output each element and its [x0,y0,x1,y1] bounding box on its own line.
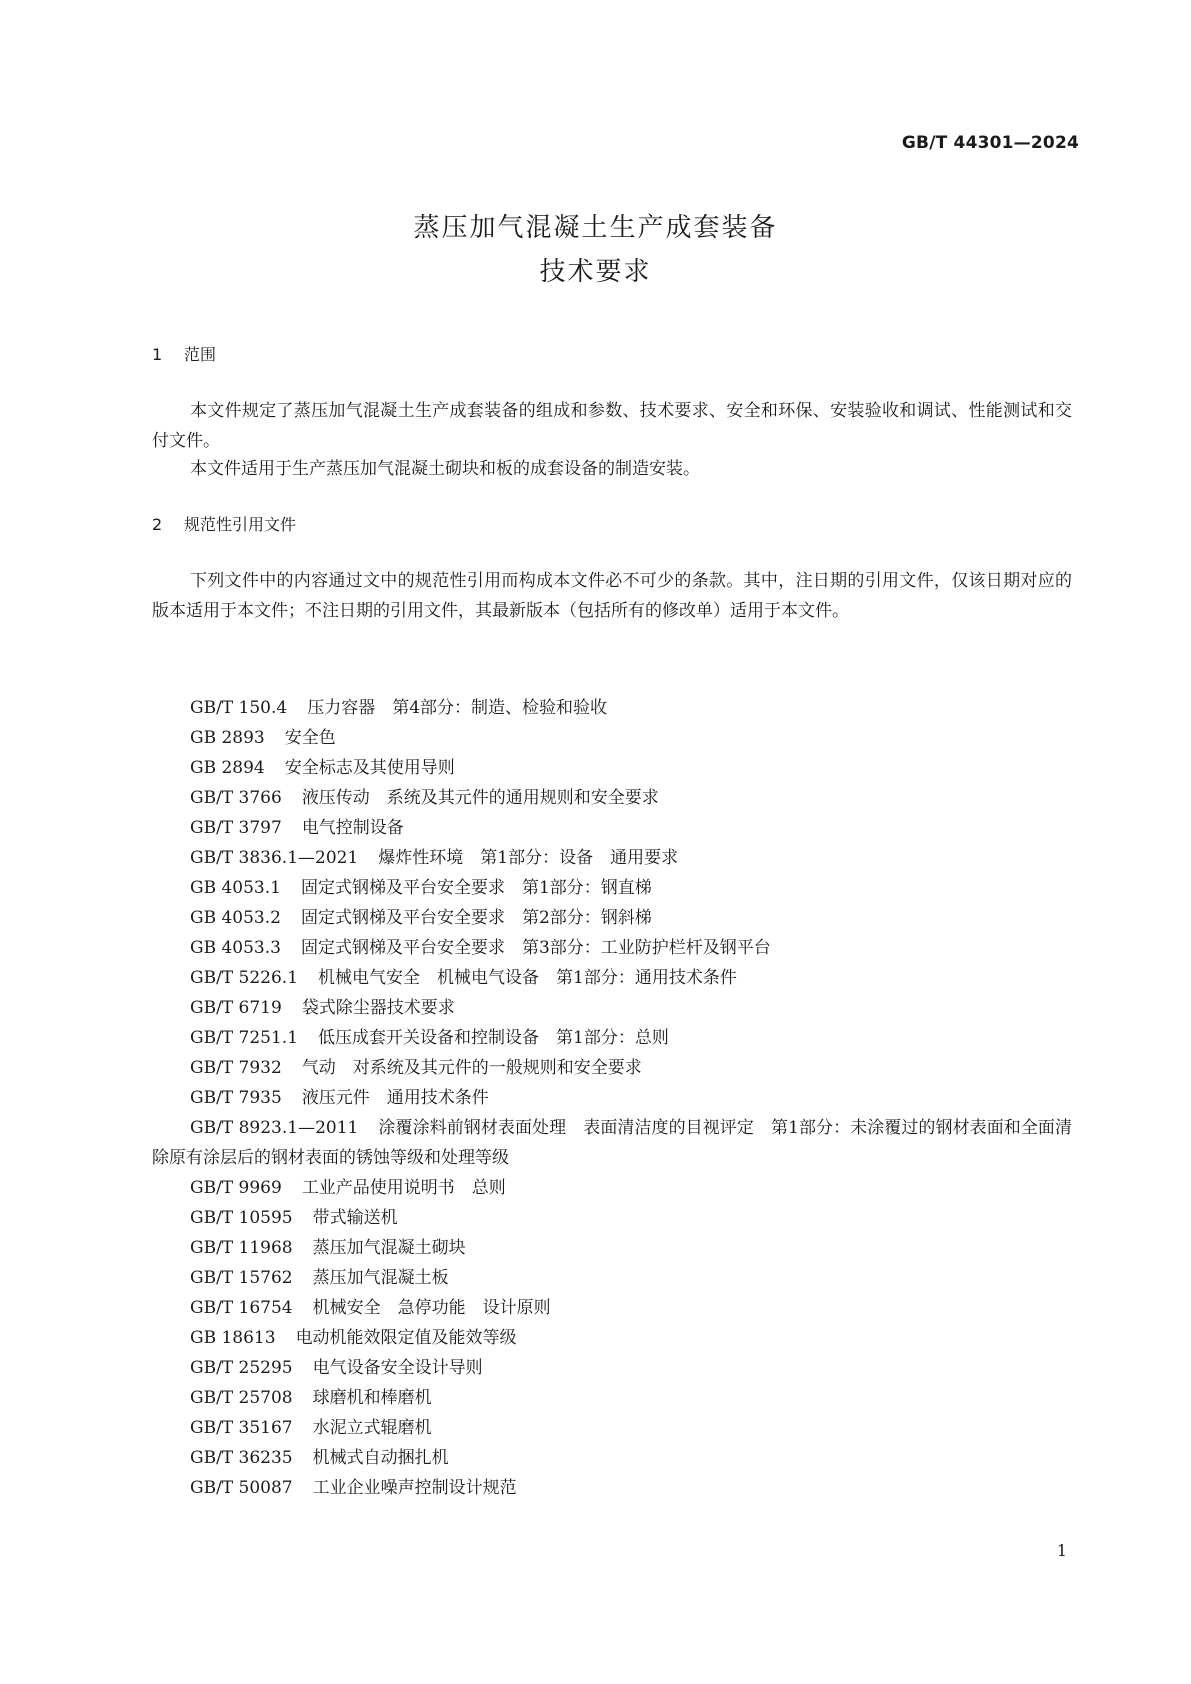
reference-item [152,1353,1072,1383]
reference-code: GB 4053.1 [190,878,281,898]
reference-title: 机械电气安全 机械电气设备 第1部分：通用技术条件 [318,968,737,988]
reference-title: 液压传动 系统及其元件的通用规则和安全要求 [301,788,659,808]
reference-title: 压力容器 第4部分：制造、检验和验收 [307,698,608,718]
reference-item [152,1083,1072,1113]
reference-code: GB/T 3797 [190,818,282,838]
reference-title: 水泥立式辊磨机 [312,1418,432,1438]
reference-title: 固定式钢梯及平台安全要求 第1部分：钢直梯 [300,878,652,898]
section-2-heading [152,512,296,535]
reference-item [152,1323,1072,1353]
reference-title: 电气设备安全设计导则 [312,1358,483,1378]
reference-title: 工业产品使用说明书 总则 [301,1178,506,1198]
reference-code: GB/T 15762 [190,1268,293,1288]
reference-code: GB 2893 [190,728,265,748]
title-line-2: 技术要求 [539,257,652,287]
reference-item [152,1383,1072,1413]
section-1-heading [152,342,216,365]
reference-code: GB/T 7935 [190,1088,282,1108]
reference-item [152,1173,1072,1203]
reference-item [152,1413,1072,1443]
reference-code: GB/T 16754 [190,1298,293,1318]
reference-title: 袋式除尘器技术要求 [301,998,455,1018]
reference-item [152,1263,1072,1293]
reference-title: 电气控制设备 [301,818,404,838]
page-number: 1 [1056,1541,1067,1560]
reference-item [152,1473,1072,1503]
reference-item [152,903,1072,933]
reference-code: GB/T 35167 [190,1418,293,1438]
reference-item [152,873,1072,903]
reference-item [152,843,1072,873]
reference-item [152,753,1072,783]
section-2-title: 规范性引用文件 [184,515,297,534]
reference-item [152,993,1072,1023]
section-1-title: 范围 [184,345,217,364]
document-title [0,206,1191,294]
reference-title: 机械式自动捆扎机 [312,1448,449,1468]
reference-code: GB/T 10595 [190,1208,293,1228]
scope-paragraph-1: 本文件规定了蒸压加气混凝土生产成套装备的组成和参数、技术要求、安全和环保、安装验收和调试、性能测试和交付文件。 [152,401,1072,451]
title-line-1: 蒸压加气混凝土生产成套装备 [413,213,778,243]
reference-title: 带式输送机 [312,1208,398,1228]
reference-title: 气动 对系统及其元件的一般规则和安全要求 [301,1058,642,1078]
reference-code: GB 2894 [190,758,265,778]
reference-item [152,1233,1072,1263]
reference-code: GB/T 5226.1 [190,968,299,988]
reference-item [152,723,1072,753]
scope-paragraph-2: 本文件适用于生产蒸压加气混凝土砌块和板的成套设备的制造安装。 [190,459,700,479]
reference-code: GB/T 150.4 [190,698,288,718]
reference-item [152,693,1072,723]
reference-title: 低压成套开关设备和控制设备 第1部分：总则 [318,1028,669,1048]
section-2-number: 2 [152,515,163,534]
references-intro: 下列文件中的内容通过文中的规范性引用而构成本文件必不可少的条款。其中，注日期的引用文件，仅该日期对应的版本适用于本文件；不注日期的引用文件，其最新版本（包括所有的修改单）适用于本文件。 [152,571,1072,621]
reference-code: GB/T 6719 [190,998,282,1018]
reference-code: GB/T 25295 [190,1358,293,1378]
reference-item [152,813,1072,843]
reference-title: 安全标志及其使用导则 [284,758,455,778]
reference-item [152,783,1072,813]
reference-title: 球磨机和棒磨机 [312,1388,432,1408]
reference-title: 机械安全 急停功能 设计原则 [312,1298,551,1318]
reference-item [152,1443,1072,1473]
reference-code: GB/T 7251.1 [190,1028,299,1048]
reference-title: 蒸压加气混凝土板 [312,1268,449,1288]
reference-code: GB/T 9969 [190,1178,282,1198]
reference-code: GB/T 3766 [190,788,282,808]
reference-item [152,1053,1072,1083]
reference-item [152,963,1072,993]
section-1-number: 1 [152,345,163,364]
reference-code: GB 4053.3 [190,938,281,958]
reference-item [152,933,1072,963]
reference-title: 液压元件 通用技术条件 [301,1088,489,1108]
reference-item [152,1293,1072,1323]
reference-list [152,693,1072,1503]
reference-title: 涂覆涂料前钢材表面处理 表面清洁度的目视评定 第1部分：未涂覆过的钢材表面和全面清除原有涂层后的钢材表面的锈蚀等级和处理等级 [152,1118,1072,1168]
reference-title: 电动机能效限定值及能效等级 [295,1328,517,1348]
reference-title: 安全色 [284,728,336,748]
reference-code: GB 4053.2 [190,908,281,928]
reference-code: GB/T 8923.1—2011 [190,1118,359,1138]
reference-code: GB 18613 [190,1328,276,1348]
reference-code: GB/T 25708 [190,1388,293,1408]
reference-code: GB/T 11968 [190,1238,293,1258]
reference-item [152,1113,1072,1173]
reference-title: 蒸压加气混凝土砌块 [312,1238,466,1258]
reference-title: 固定式钢梯及平台安全要求 第3部分：工业防护栏杆及钢平台 [300,938,771,958]
reference-item [152,1023,1072,1053]
reference-title: 固定式钢梯及平台安全要求 第2部分：钢斜梯 [300,908,652,928]
reference-code: GB/T 7932 [190,1058,282,1078]
reference-code: GB/T 50087 [190,1478,293,1498]
reference-title: 工业企业噪声控制设计规范 [312,1478,517,1498]
reference-code: GB/T 36235 [190,1448,293,1468]
reference-title: 爆炸性环境 第1部分：设备 通用要求 [378,848,679,868]
reference-item [152,1203,1072,1233]
reference-code: GB/T 3836.1—2021 [190,848,359,868]
standard-number: GB/T 44301—2024 [901,133,1079,153]
